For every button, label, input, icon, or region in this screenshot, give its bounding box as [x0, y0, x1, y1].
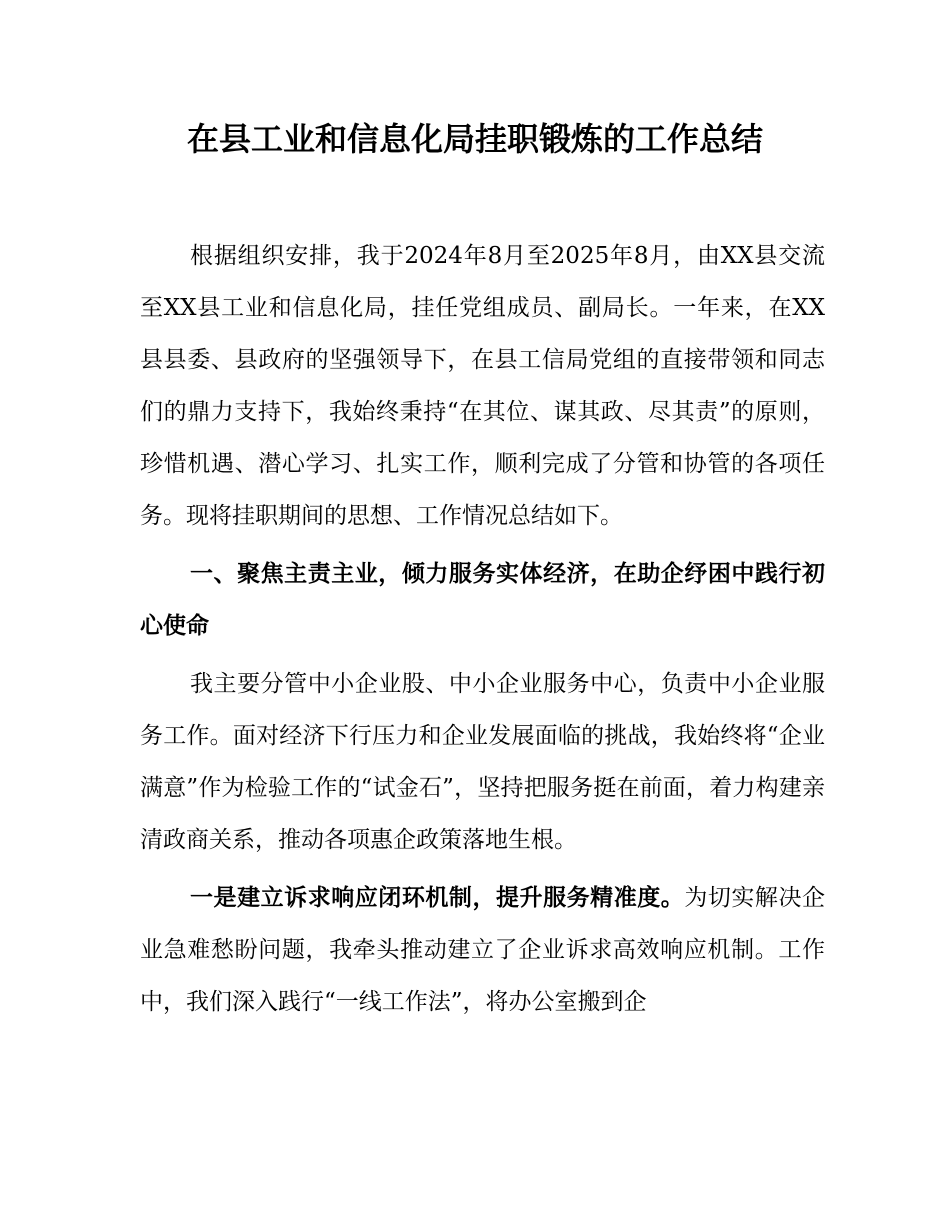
point-1-paragraph: [140, 872, 825, 1028]
point-1-lead: 一是建立诉求响应闭环机制，提升服务精准度。: [190, 885, 685, 911]
document-body: [140, 230, 825, 1028]
intro-paragraph: 根据组织安排，我于2024年8月至2025年8月，由XX县交流至XX县工业和信息化局，挂任党组成员、副局长。一年来，在XX县县委、县政府的坚强领导下，在县工信局党组的直接带领和同志们的鼎力支持下，我始终秉持“在其位、谋其政、尽其责”的原则，珍惜机遇、潜心学习、扎实工作，顺利完成了分管和协管的各项任务。现将挂职期间的思想、工作情况总结如下。: [140, 243, 825, 529]
section-heading-1: 一、聚焦主责主业，倾力服务实体经济，在助企纾困中践行初心使命: [140, 561, 825, 639]
document-title: 在县工业和信息化局挂职锻炼的工作总结: [186, 120, 763, 158]
point-1-text: 为切实解决企业急难愁盼问题，我牵头推动建立了企业诉求高效响应机制。工作中，我们深入践行“一线工作法”，将办公室搬到企: [140, 885, 826, 1015]
section-1-paragraph: 我主要分管中小企业股、中小企业服务中心，负责中小企业服务工作。面对经济下行压力和企业发展面临的挑战，我始终将“企业满意”作为检验工作的“试金石”，坚持把服务挺在前面，着力构建亲清政商关系，推动各项惠企政策落地生根。: [140, 671, 825, 853]
